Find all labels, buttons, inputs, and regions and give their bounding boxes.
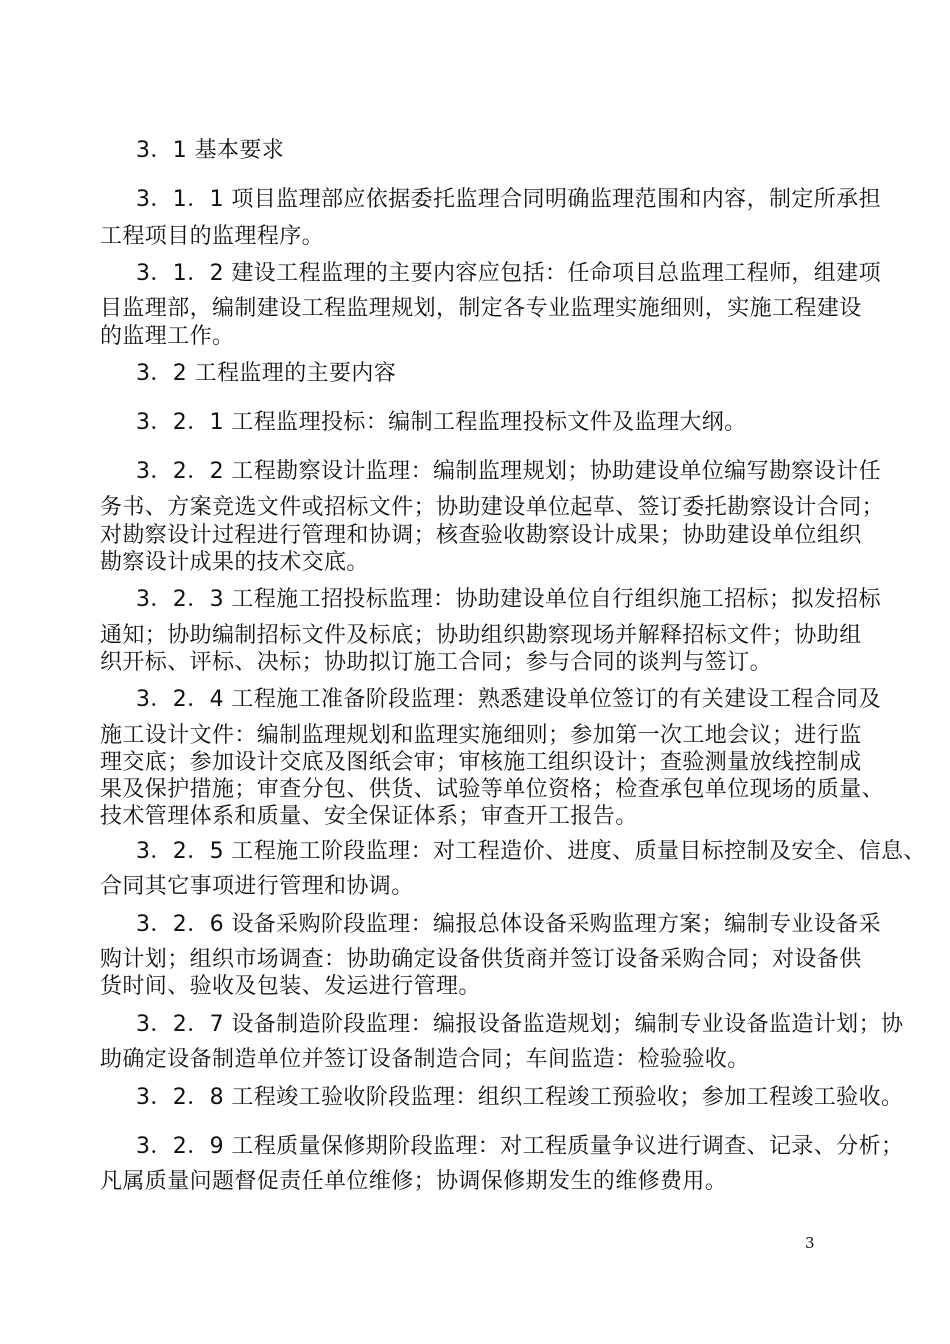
section-heading-3-2: 3．2 工程监理的主要内容 (136, 361, 397, 386)
paragraph-3-1-2-line-2: 目监理部，编制建设工程监理规划，制定各专业监理实施细则，实施工程建设 (100, 296, 862, 321)
paragraph-3-2-2-line-1: 3．2．2 工程勘察设计监理：编制监理规划；协助建设单位编写勘察设计任 (136, 459, 881, 484)
paragraph-3-1-2-line-1: 3．1．2 建设工程监理的主要内容应包括：任命项目总监理工程师，组建项 (136, 261, 881, 286)
paragraph-3-2-4-line-5: 技术管理体系和质量、安全保证体系；审查开工报告。 (100, 804, 638, 829)
paragraph-3-2-3-line-3: 织开标、评标、决标；协助拟订施工合同；参与合同的谈判与签订。 (100, 650, 773, 675)
paragraph-3-2-7-line-1: 3．2．7 设备制造阶段监理：编报设备监造规划；编制专业设备监造计划；协 (136, 1012, 904, 1037)
paragraph-3-2-1-line-1: 3．2．1 工程监理投标：编制工程监理投标文件及监理大纲。 (136, 410, 747, 435)
paragraph-3-2-3-line-1: 3．2．3 工程施工招投标监理：协助建设单位自行组织施工招标；拟发招标 (136, 587, 881, 612)
paragraph-3-2-7-line-2: 助确定设备制造单位并签订设备制造合同；车间监造：检验验收。 (100, 1047, 750, 1072)
paragraph-3-2-9-line-2: 凡属质量问题督促责任单位维修；协调保修期发生的维修费用。 (100, 1169, 728, 1194)
paragraph-3-2-8-line-1: 3．2．8 工程竣工验收阶段监理：组织工程竣工预验收；参加工程竣工验收。 (136, 1085, 904, 1110)
paragraph-3-2-6-line-1: 3．2．6 设备采购阶段监理：编报总体设备采购监理方案；编制专业设备采 (136, 912, 881, 937)
paragraph-3-2-5-line-1: 3．2．5 工程施工阶段监理：对工程造价、进度、质量目标控制及安全、信息、 (136, 839, 926, 864)
paragraph-3-2-4-line-3: 理交底；参加设计交底及图纸会审；审核施工组织设计；查验测量放线控制成 (100, 750, 862, 775)
paragraph-3-2-4-line-2: 施工设计文件：编制监理规划和监理实施细则；参加第一次工地会议；进行监 (100, 723, 862, 748)
paragraph-3-2-2-line-3: 对勘察设计过程进行管理和协调；核查验收勘察设计成果；协助建设单位组织 (100, 523, 862, 548)
paragraph-3-2-4-line-4: 果及保护措施；审查分包、供货、试验等单位资格；检查承包单位现场的质量、 (100, 777, 885, 802)
paragraph-3-2-9-line-1: 3．2．9 工程质量保修期阶段监理：对工程质量争议进行调查、记录、分析； (136, 1134, 904, 1159)
paragraph-3-2-5-line-2: 合同其它事项进行管理和协调。 (100, 874, 414, 899)
paragraph-3-1-1-line-2: 工程项目的监理程序。 (100, 224, 325, 249)
paragraph-3-2-2-line-2: 务书、方案竞选文件或招标文件；协助建设单位起草、签订委托勘察设计合同； (100, 495, 885, 520)
paragraph-3-2-3-line-2: 通知；协助编制招标文件及标底；协助组织勘察现场并解释招标文件；协助组 (100, 623, 862, 648)
section-heading-3-1: 3．1 基本要求 (136, 138, 285, 163)
paragraph-3-2-2-line-4: 勘察设计成果的技术交底。 (100, 550, 369, 575)
paragraph-3-1-1-line-1: 3．1．1 项目监理部应依据委托监理合同明确监理范围和内容，制定所承担 (136, 187, 881, 212)
paragraph-3-2-4-line-1: 3．2．4 工程施工准备阶段监理：熟悉建设单位签订的有关建设工程合同及 (136, 687, 881, 712)
paragraph-3-1-2-line-3: 的监理工作。 (100, 324, 235, 349)
paragraph-3-2-6-line-3: 货时间、验收及包装、发运进行管理。 (100, 974, 481, 999)
paragraph-3-2-6-line-2: 购计划；组织市场调查：协助确定设备供货商并签订设备采购合同；对设备供 (100, 947, 862, 972)
page-number: 3 (805, 1234, 815, 1252)
